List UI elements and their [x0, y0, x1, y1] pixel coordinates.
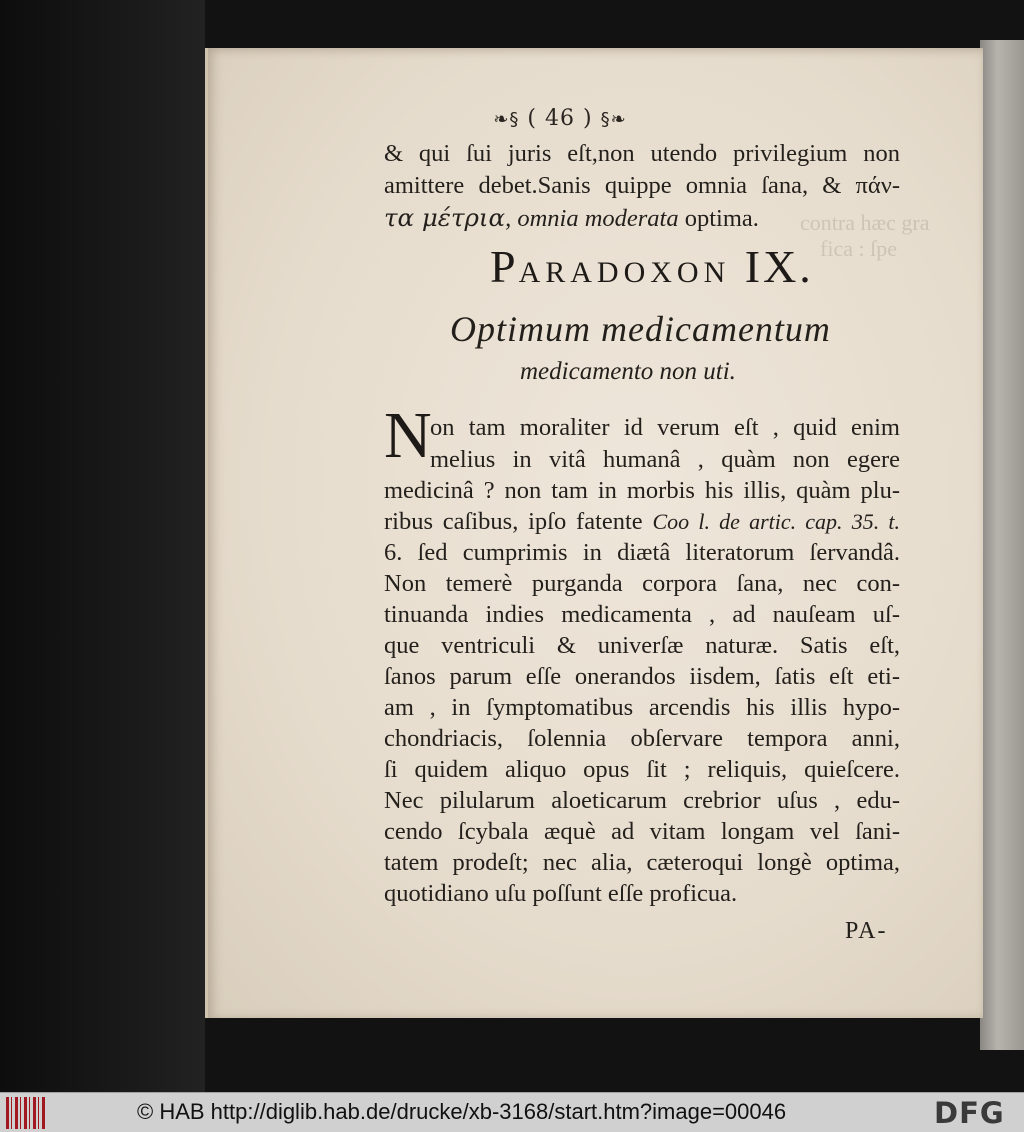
text-line: Non temerè purganda corpora ſana, nec con-	[384, 570, 900, 597]
dfg-logo: DFG	[934, 1096, 1005, 1130]
text-line: cendo ſcybala æquè ad vitam longam vel ſani-	[384, 818, 900, 845]
left-background	[0, 0, 205, 1092]
heading-number: IX.	[744, 241, 814, 292]
heading-word: ARADOXON	[518, 256, 731, 289]
text-line: am , in ſymptomatibus arcendis his illis hypo-	[384, 694, 900, 721]
catchword: PA-	[845, 918, 888, 944]
text-line: ſi quidem aliquo opus ſit ; reliquis, quieſcere.	[384, 756, 900, 783]
text-line: que ventriculi & univerſæ naturæ. Satis eſt,	[384, 632, 900, 659]
text-line: medicinâ ? non tam in morbis his illis, quàm plu-	[384, 477, 900, 504]
text-line: quotidiano uſu poſſunt eſſe proficua.	[384, 880, 738, 907]
text-segment: ribus caſibus, ipſo fatente	[384, 508, 643, 535]
subtitle-secondary: medicamento non uti.	[520, 358, 736, 385]
ornament-icon: §❧	[600, 109, 627, 130]
text-line	[384, 203, 900, 233]
chapter-heading	[490, 240, 814, 293]
text-line: amittere debet.Sanis quippe omnia ſana, & πάν-	[384, 172, 900, 199]
citation: Coo l. de artic. cap. 35. t.	[652, 509, 901, 534]
text-line: ſanos parum eſſe onerandos iisdem, ſatis eſt eti-	[384, 663, 900, 690]
heading-initial: P	[490, 241, 519, 292]
text-line: melius in vitâ humanâ , quàm non egere	[430, 446, 900, 473]
text-line: on tam moraliter id verum eſt , quid enim	[430, 414, 900, 441]
text-line: Nec pilularum aloeticarum crebrior uſus , edu-	[384, 787, 900, 814]
next-page-edge	[980, 40, 1024, 1050]
text-line: tatem prodeſt; nec alia, cæteroqui longè optima,	[384, 849, 900, 876]
text-line: chondriacis, ſolennia obſervare tempora anni,	[384, 725, 900, 752]
page-number: ( 46 )	[527, 106, 593, 131]
page-header	[470, 106, 650, 131]
ornament-icon: ❧§	[493, 109, 520, 130]
barcode-logo-icon	[6, 1097, 46, 1129]
text-line: 6. ſed cumprimis in diætâ literatorum ſervandâ.	[384, 539, 900, 566]
drop-cap: N	[384, 399, 432, 472]
footer-bar	[0, 1092, 1024, 1132]
line-end: optima.	[684, 205, 759, 232]
text-line	[384, 508, 900, 536]
greek-phrase: τα μέτρια	[384, 203, 506, 232]
bleed-through: fica : ſpe	[820, 236, 897, 261]
subtitle-main: Optimum medicamentum	[450, 309, 831, 349]
text-line: & qui ſui juris eſt,non utendo privilegium non	[384, 140, 900, 167]
italic-phrase: , omnia moderata	[505, 205, 679, 232]
bleed-through: contra hæc gra	[800, 210, 930, 235]
source-url[interactable]: © HAB http://diglib.hab.de/drucke/xb-3168/start.htm?image=00046	[137, 1099, 787, 1124]
text-line: tinuanda indies medicamenta , ad nauſeam uſ-	[384, 601, 900, 628]
